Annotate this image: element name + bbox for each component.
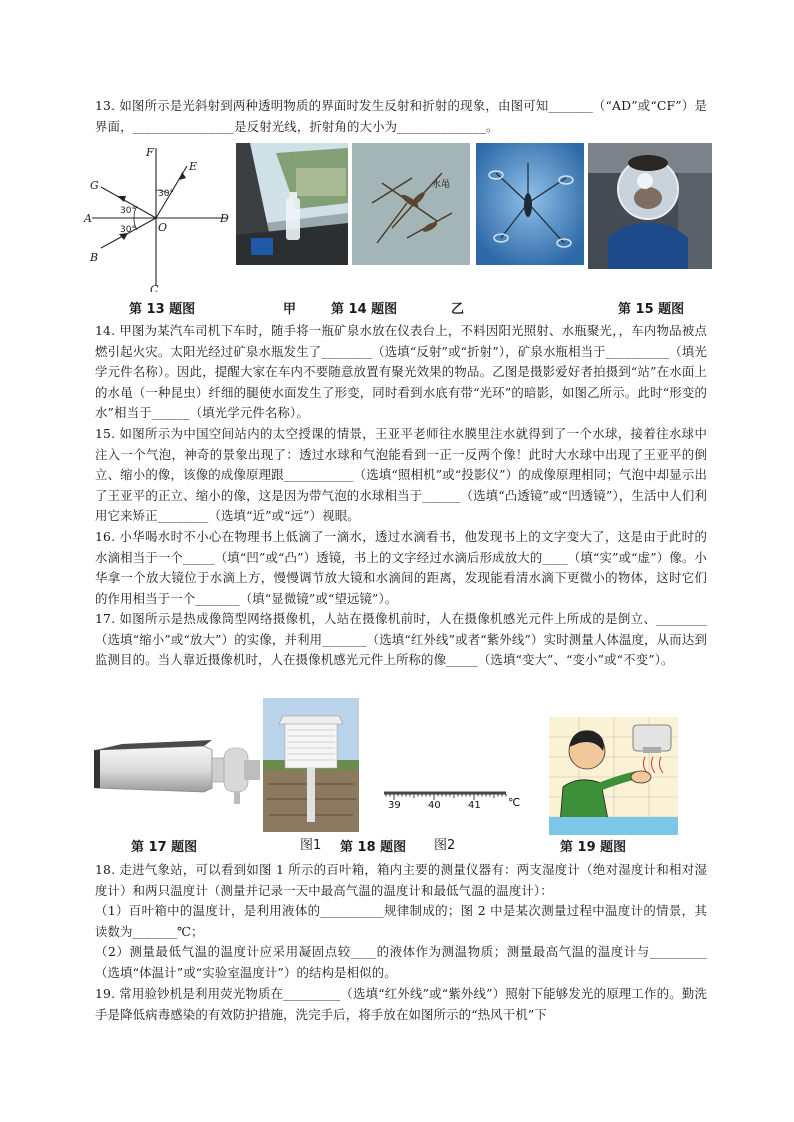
label-fig18-2: 图2 bbox=[434, 838, 456, 853]
tick-label: 40 bbox=[428, 800, 441, 811]
photo-car-dashboard bbox=[236, 143, 348, 265]
angle-label: 30° bbox=[120, 206, 136, 216]
caption-fig19: 第 19 题图 bbox=[560, 840, 627, 855]
question-14: 14. 甲图为某汽车司机下车时，随手将一瓶矿泉水放在仪表台上，不料因阳光照射、水瓶聚光，，车内物品被点燃引起火灾。太阳光经过矿泉水瓶发生了________（选填“反射”或“折射”），矿泉水瓶相当于__________（填光学元件名称）。因此，提醒大家在车内不要随意放置有聚光效果的物品。乙图是摄影爱好者拍摄到“站”在水面上的水黾（一种昆虫）纤细的腿使水面发生了形变，同时看到水底有带“光环”的暗影，如图乙所示。此时“形变的水”相当于______（填光学元件名称）。 bbox=[95, 323, 707, 421]
figure-19-hand-dryer bbox=[549, 717, 678, 835]
question-16: 16. 小华喝水时不小心在物理书上低滴了一滴水，透过水滴看书，他发现书上的文字变大了，这是由于此时的水滴相当于一个_____（填“凹”或“凸”）透镜，书上的文字经过水滴后形成放大的____（填“实”或“虚”）像。小华拿一个放大镜位于水滴上方，慢慢调节放大镜和水滴间的距离，发现能看清水滴下更微小的物体，这时它们的作用相当于一个_______（填“显微镜”或“望远镜”）。 bbox=[95, 529, 707, 606]
label-d: D bbox=[220, 212, 229, 225]
caption-fig17: 第 17 题图 bbox=[131, 840, 198, 855]
figure-18-thermometer bbox=[382, 778, 522, 816]
question-18-part2: （2）测量最低气温的温度计应采用凝固点较____的液体作为测温物质；测量最高气温的温度计与_________（选填“体温计”或“实验室温度计”）的结构是相似的。 bbox=[95, 944, 707, 980]
label-yi: 乙 bbox=[451, 302, 465, 317]
insect-label: 水黾 bbox=[432, 180, 451, 190]
photo-water-strider-1 bbox=[352, 143, 470, 265]
figure-13-diagram bbox=[82, 142, 234, 292]
photo-water-strider-2 bbox=[476, 143, 584, 265]
caption-fig14: 第 14 题图 bbox=[331, 302, 398, 317]
question-18-intro: 18. 走进气象站，可以看到如图 1 所示的百叶箱，箱内主要的测量仪器有：两支湿度计（绝对湿度计和相对湿度计）和两只温度计（测量并记录一天中最高气温的温度计和最低气温的温度计）： bbox=[95, 862, 707, 898]
question-18-part1: （1）百叶箱中的温度计，是利用液体的__________规律制成的；图 2 中是某次测量过程中温度计的情景，其读数为_______℃； bbox=[95, 903, 707, 939]
angle-label: 30° bbox=[158, 189, 174, 199]
tick-label: 41 bbox=[468, 800, 481, 811]
label-c: C bbox=[150, 283, 159, 292]
label-jia: 甲 bbox=[283, 302, 297, 317]
question-17: 17. 如图所示是热成像筒型网络摄像机，人站在摄像机前时，人在摄像机感光元件上所成的是倒立、________（选填“缩小”或“放大”）的实像，并利用_______（选填“红外线”或者“紫外线”）实时测量人体温度，从而达到监测目的。当人靠近摄像机时，人在摄像机感光元件上所称的像_____（选填“变大”、“变小”或“不变”）。 bbox=[95, 611, 707, 668]
tick-label: 39 bbox=[388, 800, 401, 811]
label-o: O bbox=[158, 221, 168, 234]
label-b: B bbox=[90, 251, 99, 264]
label-a: A bbox=[84, 212, 92, 225]
unit-label: ℃ bbox=[508, 796, 521, 809]
question-15: 15. 如图所示为中国空间站内的太空授课的情景，王亚平老师往水膜里注水就得到了一个水球，接着往水球中注入一个气泡，神奇的景象出现了：透过水球和气泡能看到一正一反两个像！此时大水球中出现了王亚平的倒立、缩小的像，该像的成像原理跟___________（选填“照相机”或“投影仪”）的成像原理相同；气泡中却显示出了王亚平的正立、缩小的像，这是因为带气泡的水球相当于______（选填“凸透镜”或“凹透镜”），生活中人们利用它来矫正________（选填“近”或“远”）视眼。 bbox=[95, 426, 707, 524]
question-19: 19. 常用验钞机是利用荧光物质在_________（选填“红外线”或“紫外线”）照射下能够发光的原理工作的。勤洗手是降低病毒感染的有效防护措施，洗完手后，将手放在如图所示的“热风干机”下 bbox=[95, 986, 707, 1022]
label-f: F bbox=[146, 146, 154, 159]
label-g: G bbox=[90, 179, 99, 192]
caption-fig13: 第 13 题图 bbox=[129, 302, 196, 317]
label-e: E bbox=[189, 160, 198, 173]
figure-17-thermal-camera bbox=[94, 732, 264, 812]
label-fig18-1: 图1 bbox=[300, 838, 322, 853]
angle-label: 30° bbox=[120, 225, 136, 235]
photo-space-water-ball bbox=[588, 143, 712, 269]
caption-fig15: 第 15 题图 bbox=[618, 302, 685, 317]
photo-stevenson-screen bbox=[263, 698, 359, 832]
question-13: 13. 如图所示是光斜射到两种透明物质的界面时发生反射和折射的现象，由图可知_______（“AD”或“CF”）是界面，________________是反射光线，折射角的大小为______________。 bbox=[95, 98, 707, 134]
caption-fig18: 第 18 题图 bbox=[340, 840, 407, 855]
